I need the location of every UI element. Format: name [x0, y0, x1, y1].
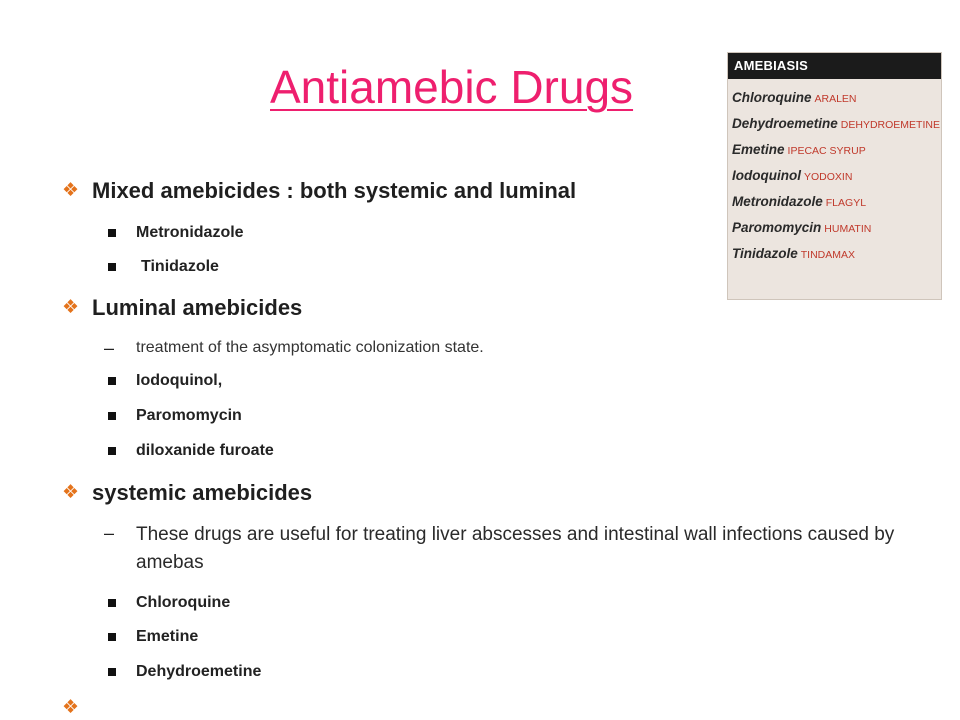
drug-row — [728, 215, 941, 241]
drug-row — [728, 163, 941, 189]
brand-name: FLAGYL — [825, 197, 867, 209]
list-item: Emetine — [108, 626, 198, 648]
list-item: Metronidazole — [108, 222, 244, 244]
list-item: Tinidazole — [108, 256, 219, 278]
diamond-bullet-icon: ❖ — [62, 482, 80, 503]
square-bullet-icon — [108, 229, 116, 237]
section-systemic-amebicides — [62, 481, 312, 505]
square-bullet-icon — [108, 599, 116, 607]
square-bullet-icon — [108, 668, 116, 676]
list-item: Iodoquinol, — [108, 370, 222, 392]
section-note: – treatment of the asymptomatic colonization state. — [104, 338, 484, 358]
brand-name: YODOXIN — [803, 171, 853, 183]
drug-row — [728, 241, 941, 267]
list-item: Paromomycin — [108, 405, 242, 427]
slide-title: Antiamebic Drugs — [270, 61, 634, 113]
diamond-bullet-icon: ❖ — [62, 180, 80, 201]
generic-name: Paromomycin — [732, 220, 822, 235]
diamond-bullet-icon: ❖ — [62, 697, 80, 718]
diamond-bullet-icon: ❖ — [62, 297, 80, 318]
drug-list — [728, 79, 941, 267]
brand-name: HUMATIN — [824, 223, 872, 235]
generic-name: Iodoquinol — [732, 168, 801, 183]
generic-name: Metronidazole — [732, 194, 823, 209]
brand-name: ARALEN — [814, 93, 857, 105]
generic-name: Emetine — [732, 142, 785, 157]
section-luminal-amebicides — [62, 296, 302, 320]
brand-name: DEHYDROEMETINE — [840, 119, 940, 131]
section-heading: Mixed amebicides : both systemic and luminal — [92, 178, 577, 203]
amebiasis-drug-table — [727, 52, 942, 300]
section-mixed-amebicides — [62, 179, 576, 203]
generic-name: Dehydroemetine — [732, 116, 838, 131]
list-item: diloxanide furoate — [108, 440, 274, 462]
empty-bullet — [62, 696, 92, 720]
square-bullet-icon — [108, 377, 116, 385]
list-item: Chloroquine — [108, 592, 230, 614]
drug-row — [728, 137, 941, 163]
drug-row — [728, 85, 941, 111]
brand-name: TINDAMAX — [800, 249, 856, 261]
generic-name: Chloroquine — [732, 90, 812, 105]
list-item: Dehydroemetine — [108, 661, 261, 683]
section-heading: systemic amebicides — [92, 480, 313, 505]
square-bullet-icon — [108, 447, 116, 455]
dash-bullet-icon: – — [104, 523, 115, 543]
dash-bullet-icon: – — [104, 338, 115, 358]
square-bullet-icon — [108, 412, 116, 420]
drug-row — [728, 189, 941, 215]
drug-row — [728, 111, 941, 137]
generic-name: Tinidazole — [732, 246, 798, 261]
section-note: – These drugs are useful for treating liver abscesses and intestinal wall infections caused by amebas — [104, 523, 895, 573]
section-heading: Luminal amebicides — [92, 295, 303, 320]
square-bullet-icon — [108, 633, 116, 641]
table-header: AMEBIASIS — [728, 53, 941, 79]
brand-name: IPECAC SYRUP — [787, 145, 866, 157]
square-bullet-icon — [108, 263, 116, 271]
